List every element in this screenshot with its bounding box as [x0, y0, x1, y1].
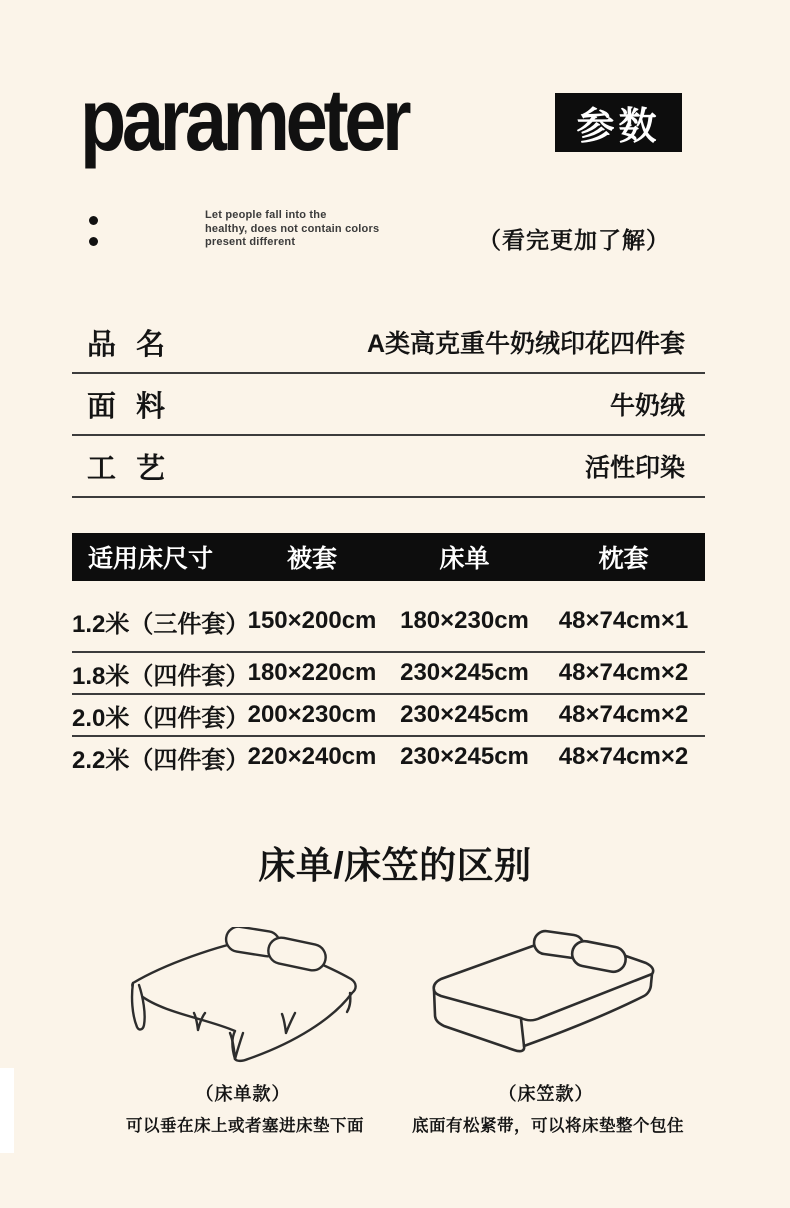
table-cell: 2.2米（四件套） [72, 746, 250, 774]
spec-value: 活性印染 [584, 454, 685, 482]
table-cell: 48×74cm×1 [558, 607, 689, 634]
table-cell: 200×230cm [247, 701, 377, 728]
table-row [72, 653, 705, 695]
bed-variant-description: 可以垂在床上或者塞进床垫下面 [126, 1117, 364, 1135]
table-cell: 150×200cm [247, 607, 377, 634]
table-cell: 230×245cm [400, 701, 529, 728]
spec-row-product-name [72, 312, 705, 374]
table-cell: 220×240cm [247, 743, 377, 770]
table-cell: 180×220cm [247, 659, 377, 686]
bed-variant-description: 底面有松紧带，可以将床垫整个包住 [412, 1117, 684, 1135]
size-table [72, 533, 705, 777]
badge-label: 参数 [576, 106, 661, 148]
table-cell: 48×74cm×2 [558, 659, 689, 686]
column-header: 被套 [286, 545, 337, 573]
table-cell: 180×230cm [400, 607, 529, 634]
table-cell: 48×74cm×2 [558, 743, 689, 770]
flat-sheet-bed-illustration [118, 927, 366, 1069]
parameter-logo-text: parameter [80, 70, 408, 169]
spec-value: A类高克重牛奶绒印花四件套 [366, 330, 685, 358]
tagline-line: present different [205, 236, 296, 248]
tagline-line: Let people fall into the [205, 209, 327, 221]
spec-list [72, 312, 705, 498]
spec-label: 面 料 [87, 390, 166, 423]
table-row [72, 737, 705, 777]
table-row [72, 695, 705, 737]
table-cell: 1.8米（四件套） [72, 662, 250, 690]
parameter-badge [555, 93, 682, 152]
bed-variant-name: （床笠款） [498, 1084, 594, 1104]
table-row [72, 581, 705, 653]
english-tagline [205, 209, 379, 250]
size-table-header [72, 533, 705, 581]
dot-icon [89, 216, 98, 225]
spec-row-fabric [72, 374, 705, 436]
dot-icon [89, 237, 98, 246]
decorative-dots [89, 216, 98, 258]
bed-variant-name: （床单款） [195, 1084, 291, 1104]
column-header: 枕套 [598, 545, 649, 573]
table-cell: 1.2米（三件套） [72, 610, 250, 638]
column-header: 适用床尺寸 [88, 545, 214, 573]
spec-label: 工 艺 [87, 452, 166, 485]
fitted-sheet-bed-illustration [428, 929, 660, 1059]
spec-row-craft [72, 436, 705, 498]
spec-value: 牛奶绒 [609, 392, 685, 420]
table-cell: 2.0米（四件套） [72, 704, 250, 732]
left-edge-white-patch [0, 1068, 14, 1153]
section-title: 床单/床笠的区别 [258, 845, 532, 886]
spec-label: 品 名 [87, 328, 166, 361]
table-cell: 48×74cm×2 [558, 701, 689, 728]
table-cell: 230×245cm [400, 743, 529, 770]
tagline-line: healthy, does not contain colors [205, 222, 380, 235]
table-cell: 230×245cm [400, 659, 529, 686]
column-header: 床单 [439, 545, 490, 573]
header-note: （看完更加了解） [478, 227, 670, 253]
